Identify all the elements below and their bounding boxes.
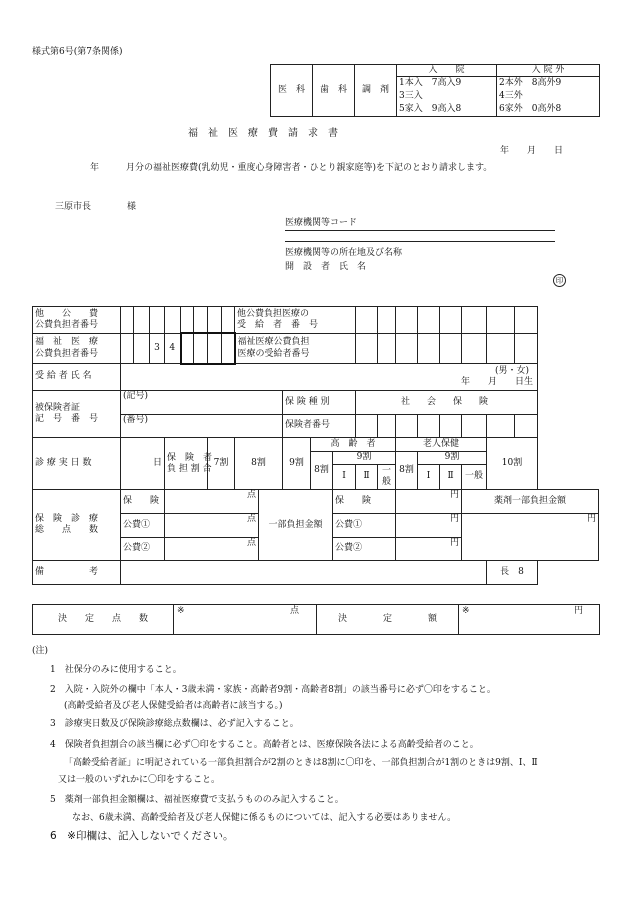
pharm-yen[interactable]: 円	[462, 513, 599, 560]
welfare-recipient-digit[interactable]	[396, 333, 418, 363]
note-1: 1 社保分のみに使用すること。	[50, 665, 182, 675]
insurer-digit[interactable]	[487, 414, 515, 438]
elderly-header: 高 齢 者	[311, 438, 396, 451]
welfare-recipient-digit[interactable]	[462, 333, 487, 363]
other-recipient-digit[interactable]	[378, 307, 396, 334]
insurer-no-label: 保険者番号	[283, 414, 356, 438]
note-4-sub2: 又は一般のいずれかに〇印をすること。	[58, 775, 221, 785]
ratio-9[interactable]: 9割	[283, 438, 311, 490]
elderly-8[interactable]: 8割	[311, 451, 333, 490]
kohi1-label-2: 公費①	[333, 513, 396, 537]
birth-date[interactable]: 年 月 日生	[460, 376, 533, 387]
decision-amount-field[interactable]	[459, 605, 600, 635]
form-title: 福 祉 医 療 費 請 求 書	[188, 128, 338, 139]
kohi1-points[interactable]: 点	[165, 513, 259, 537]
days-field[interactable]: 日	[121, 438, 165, 490]
welfare-recipient-digit[interactable]	[418, 333, 440, 363]
outpatient-header: 入 院 外	[497, 65, 600, 77]
insurer-digit[interactable]	[378, 414, 396, 438]
welfare-payer-label: 福 祉 医 療 公費負担者番号	[33, 333, 121, 363]
partial-burden-label: 一部負担金額	[259, 490, 333, 561]
note-4: 4 保険者負担割合の該当欄に必ず〇印をすること。高齢者とは、医療保険各法による高齢受給者のこと。	[50, 740, 479, 750]
ratio-8[interactable]: 8割	[235, 438, 283, 490]
note-4-sub1: 「高齢受給者証」に明記されている一部負担割合が2割のときは8割に〇印を、一部負担割合が1割のときは9割、Ⅰ、Ⅱ	[64, 758, 538, 768]
note-6: 6 ※印欄は、記入しないでください。	[50, 830, 234, 842]
welfare-recipient-digit[interactable]	[487, 333, 515, 363]
old-ii[interactable]: Ⅱ	[440, 464, 462, 489]
seal-mark: 印	[553, 274, 566, 287]
decision-amount-unit: 円	[573, 606, 583, 616]
other-payer-digit[interactable]	[208, 307, 222, 334]
inpatient-header: 入 院	[397, 65, 497, 77]
note-5-sub: なお、6歳未満、高齢受給者及び老人保健に係るものについては、記入する必要はありません。	[72, 813, 457, 823]
hoken-points[interactable]: 点	[165, 490, 259, 514]
other-recipient-digit[interactable]	[487, 307, 515, 334]
other-payer-digit[interactable]	[222, 307, 235, 334]
insurer-digit[interactable]	[515, 414, 538, 438]
other-recipient-digit[interactable]	[462, 307, 487, 334]
insurance-type-value: 社 会 保 険	[356, 391, 538, 415]
other-payer-digit[interactable]	[194, 307, 208, 334]
notes-header: (注)	[32, 646, 49, 656]
welfare-payer-digit[interactable]	[208, 333, 222, 363]
other-recipient-digit[interactable]	[396, 307, 418, 334]
other-payer-label: 他 公 費 公費負担者番号	[33, 307, 121, 334]
decision-amount-label: 決 定 額	[317, 605, 459, 635]
old-i[interactable]: Ⅰ	[418, 464, 440, 489]
decision-points-unit: 点	[290, 606, 300, 616]
welfare-payer-digit[interactable]	[194, 333, 208, 363]
sex-option[interactable]: (男・女)	[494, 365, 529, 376]
elderly-i[interactable]: Ⅰ	[333, 464, 356, 489]
decision-table	[32, 604, 600, 635]
insurer-digit[interactable]	[396, 414, 418, 438]
welfare-payer-digit[interactable]	[222, 333, 235, 363]
inpatient-options[interactable]: 1本入 7高入9 3三入 5家入 9高入8	[397, 77, 497, 117]
welfare-recipient-digit[interactable]	[440, 333, 462, 363]
hoken-label: 保 険	[121, 490, 165, 514]
note-3: 3 診療実日数及び保険診療総点数欄は、必ず記入すること。	[50, 719, 299, 729]
hoken-partial-yen[interactable]: 円	[396, 490, 462, 514]
other-payer-digit[interactable]	[121, 307, 134, 334]
decision-points-label: 決 定 点 数	[33, 605, 174, 635]
welfare-payer-digit[interactable]	[181, 333, 194, 363]
note-2-sub: (高齢受給者及び老人保健受給者は高齢者に該当する。)	[64, 701, 283, 711]
other-recipient-digit[interactable]	[356, 307, 378, 334]
insured-card-label: 被保険者証 記 号 番 号	[33, 391, 121, 438]
date-line[interactable]: 年 月 日	[500, 146, 564, 156]
ratio-10[interactable]: 10割	[487, 438, 538, 490]
founder-name-label: 開 設 者 氏 名	[285, 262, 367, 272]
institution-code-label: 医療機関等コード	[285, 218, 358, 228]
points-label: 保 険 診 療 総 点 数	[33, 490, 121, 561]
old-health-header: 老人保健	[396, 438, 487, 451]
welfare-payer-digit-4: 4	[165, 333, 181, 363]
hoken-label-2: 保 険	[333, 490, 396, 514]
decision-mark: ※	[177, 606, 185, 616]
insurance-type-label: 保 険 種 別	[283, 391, 356, 415]
type-chozai[interactable]: 調 剤	[355, 65, 397, 117]
welfare-payer-digit[interactable]	[134, 333, 150, 363]
elderly-general[interactable]: 一般	[378, 464, 396, 489]
kohi2-label-2: 公費②	[333, 537, 396, 561]
note-5: 5 薬剤一部負担金額欄は、福祉医療費で支払うもののみ記入すること。	[50, 795, 344, 805]
claim-table	[32, 306, 599, 585]
kigo-field[interactable]: (記号)	[121, 391, 283, 415]
form-number: 様式第6号(第7条関係)	[32, 47, 123, 57]
ratio-7[interactable]: 7割	[208, 438, 235, 490]
pharm-label: 薬剤一部負担金額	[462, 490, 599, 514]
cho-code: 長 8	[487, 561, 538, 585]
old-8[interactable]: 8割	[396, 451, 418, 490]
welfare-recipient-digit[interactable]	[378, 333, 396, 363]
other-recipient-check[interactable]	[515, 307, 538, 334]
old-9: 9割	[418, 451, 487, 464]
burden-ratio-label: 保 険 者 負 担 割 合	[165, 438, 208, 490]
bango-field[interactable]: (番号)	[121, 414, 283, 438]
type-ika[interactable]: 医 科	[271, 65, 313, 117]
remarks-field[interactable]	[121, 561, 487, 585]
decision-mark-2: ※	[462, 606, 470, 616]
welfare-payer-digit[interactable]	[121, 333, 134, 363]
insurer-digit[interactable]	[462, 414, 487, 438]
insurer-digit[interactable]	[418, 414, 440, 438]
other-payer-digit[interactable]	[165, 307, 181, 334]
other-recipient-digit[interactable]	[418, 307, 440, 334]
recipient-name-label: 受 給 者 氏 名	[33, 364, 121, 391]
kohi2-partial-yen[interactable]: 円	[396, 537, 462, 561]
other-recipient-label: 他公費負担医療の 受 給 者 番 号	[235, 307, 356, 334]
intro-text: 年 月分の福祉医療費(乳幼児・重度心身障害者・ひとり親家庭等)を下記のとおり請求します。	[90, 163, 493, 173]
note-2: 2 入院・入院外の欄中「本人・3歳未満・家族・高齢者9割・高齢者8割」の該当番号に必ず〇印をすること。	[50, 685, 496, 695]
recipient-name-field[interactable]	[121, 364, 538, 391]
other-payer-digit[interactable]	[181, 307, 194, 334]
elderly-ii[interactable]: Ⅱ	[356, 464, 378, 489]
outpatient-options[interactable]: 2本外 8高外9 4三外 6家外 0高外8	[497, 77, 600, 117]
welfare-recipient-check[interactable]	[515, 333, 538, 363]
elderly-9: 9割	[333, 451, 396, 464]
welfare-recipient-label: 福祉医療公費負担 医療の受給者番号	[235, 333, 356, 363]
remarks-label: 備 考	[33, 561, 121, 585]
other-payer-digit[interactable]	[134, 307, 150, 334]
other-payer-digit[interactable]	[150, 307, 165, 334]
days-label: 診 療 実 日 数	[33, 438, 121, 490]
old-general[interactable]: 一般	[462, 464, 487, 489]
kohi1-partial-yen[interactable]: 円	[396, 513, 462, 537]
other-recipient-digit[interactable]	[440, 307, 462, 334]
kohi2-points[interactable]: 点	[165, 537, 259, 561]
type-box	[270, 64, 600, 117]
insurer-digit[interactable]	[440, 414, 462, 438]
kohi2-label: 公費②	[121, 537, 165, 561]
institution-address-label: 医療機関等の所在地及び名称	[285, 248, 403, 258]
decision-points-field[interactable]	[174, 605, 317, 635]
institution-code-line[interactable]	[285, 230, 555, 231]
welfare-payer-digit-3: 3	[150, 333, 165, 363]
type-shika[interactable]: 歯 科	[313, 65, 355, 117]
insurer-digit[interactable]	[356, 414, 378, 438]
addressee: 三原市長 様	[55, 202, 137, 212]
welfare-recipient-digit[interactable]	[356, 333, 378, 363]
institution-address-line[interactable]	[285, 241, 555, 242]
kohi1-label: 公費①	[121, 513, 165, 537]
